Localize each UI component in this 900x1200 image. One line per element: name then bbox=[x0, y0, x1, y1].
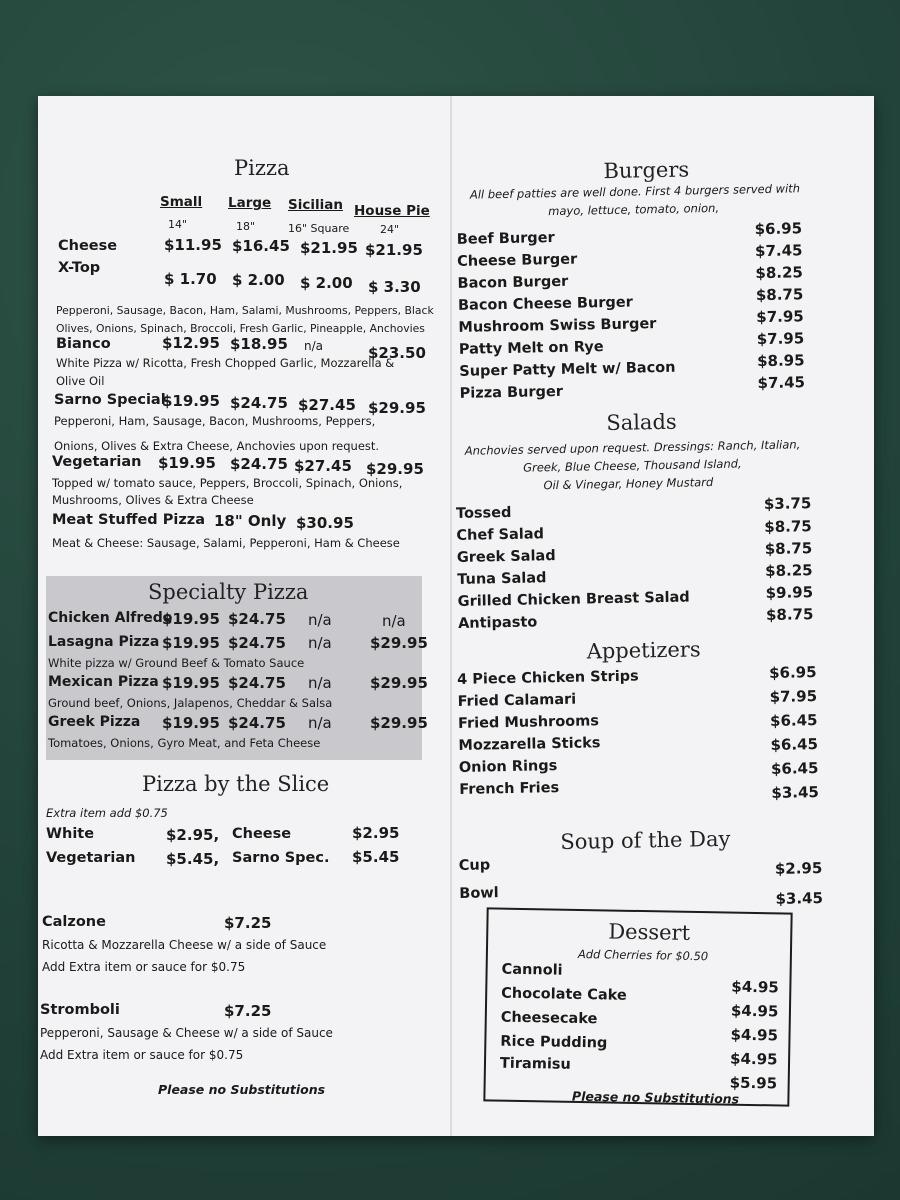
specialty-item-desc: Ground beef, Onions, Jalapenos, Cheddar & Salsa bbox=[48, 696, 333, 710]
specialty-price-house: n/a bbox=[382, 612, 406, 630]
specialty-item-name: Greek Pizza bbox=[48, 714, 141, 730]
burger-price: $7.95 bbox=[756, 307, 804, 327]
bianco-desc-1: White Pizza w/ Ricotta, Fresh Chopped Garlic, Mozzarella & bbox=[56, 356, 395, 370]
vegetarian-price-sicilian: $27.45 bbox=[294, 457, 352, 475]
burger-item: Bacon Cheese Burger bbox=[457, 294, 633, 314]
burger-item: Cheese Burger bbox=[457, 251, 578, 270]
specialty-price-large: $24.75 bbox=[228, 634, 286, 652]
appetizer-item: Onion Rings bbox=[458, 758, 558, 776]
salads-note-1: Anchovies served upon request. Dressings: Ranch, Italian, bbox=[464, 437, 801, 458]
size-large: 18" bbox=[236, 220, 256, 233]
salad-item: Greek Salad bbox=[456, 548, 556, 566]
header-large: Large bbox=[228, 195, 272, 211]
sarno-price-sicilian: $27.45 bbox=[298, 396, 356, 414]
sarno-desc-1: Pepperoni, Ham, Sausage, Bacon, Mushrooms, Peppers, bbox=[54, 414, 376, 428]
specialty-item-desc: Tomatoes, Onions, Gyro Meat, and Feta Cheese bbox=[48, 736, 321, 750]
stromboli-price: $7.25 bbox=[224, 1002, 272, 1020]
vegetarian-desc-2: Mushrooms, Olives & Extra Cheese bbox=[52, 493, 254, 507]
appetizers-title: Appetizers bbox=[586, 637, 701, 664]
dessert-price: $4.95 bbox=[730, 1025, 779, 1045]
calzone-desc-1: Ricotta & Mozzarella Cheese w/ a side of Sauce bbox=[42, 938, 327, 952]
dessert-note: Add Cherries for $0.50 bbox=[577, 946, 709, 964]
stromboli-desc-1: Pepperoni, Sausage & Cheese w/ a side of Sauce bbox=[40, 1026, 333, 1040]
salad-price: $8.25 bbox=[765, 561, 813, 581]
salads-note-2: Greek, Blue Cheese, Thousand Island, bbox=[523, 456, 742, 475]
salad-price: $8.75 bbox=[764, 517, 812, 537]
bianco-price-house: $23.50 bbox=[368, 344, 426, 362]
slice-cheese: Cheese bbox=[232, 826, 292, 842]
meat-stuffed-name: Meat Stuffed Pizza bbox=[52, 512, 205, 528]
salad-item: Chef Salad bbox=[456, 526, 545, 544]
slice-title: Pizza by the Slice bbox=[142, 772, 330, 796]
specialty-price-small: $19.95 bbox=[162, 674, 220, 692]
appetizer-item: Fried Mushrooms bbox=[457, 713, 600, 732]
burger-price: $8.75 bbox=[755, 285, 804, 305]
specialty-price-small: $19.95 bbox=[162, 610, 220, 628]
salad-price: $3.75 bbox=[763, 494, 812, 514]
slice-sarno-spec-price: $5.45 bbox=[352, 848, 400, 866]
appetizer-item: Fried Calamari bbox=[457, 691, 577, 710]
burger-item: Pizza Burger bbox=[459, 383, 564, 402]
calzone-desc-2: Add Extra item or sauce for $0.75 bbox=[42, 960, 246, 974]
left-footer: Please no Substitutions bbox=[158, 1082, 326, 1097]
dessert-item: Cheesecake bbox=[500, 1009, 598, 1028]
dessert-price: $5.95 bbox=[729, 1073, 778, 1093]
slice-white-price: $2.95, bbox=[166, 826, 220, 844]
burgers-note-1: All beef patties are well done. First 4 burgers served with bbox=[469, 181, 801, 202]
soup-price-cup: $2.95 bbox=[774, 858, 823, 878]
specialty-item-desc: White pizza w/ Ground Beef & Tomato Sauce bbox=[48, 656, 305, 670]
burger-price: $7.45 bbox=[757, 373, 806, 393]
vegetarian-price-small: $19.95 bbox=[158, 454, 216, 472]
specialty-price-sicilian: n/a bbox=[308, 674, 332, 692]
specialty-price-house: $29.95 bbox=[370, 634, 428, 652]
calzone-name: Calzone bbox=[42, 914, 106, 930]
meat-stuffed-size: 18" Only bbox=[214, 512, 287, 530]
header-small: Small bbox=[160, 194, 203, 210]
header-house-pie: House Pie bbox=[354, 203, 430, 219]
bianco-name: Bianco bbox=[56, 336, 111, 352]
appetizer-item: 4 Piece Chicken Strips bbox=[457, 668, 639, 688]
burger-price: $7.45 bbox=[754, 241, 803, 261]
dessert-price: $4.95 bbox=[730, 1001, 779, 1021]
vegetarian-price-house: $29.95 bbox=[366, 460, 424, 478]
size-small: 14" bbox=[168, 218, 188, 231]
size-house-pie: 24" bbox=[380, 223, 400, 236]
meat-stuffed-desc: Meat & Cheese: Sausage, Salami, Pepperoni, Ham & Cheese bbox=[52, 536, 400, 550]
specialty-price-house: $29.95 bbox=[370, 674, 428, 692]
meat-stuffed-price: $30.95 bbox=[296, 514, 354, 532]
size-sicilian: 16" Square bbox=[288, 222, 350, 235]
specialty-price-large: $24.75 bbox=[228, 610, 286, 628]
right-footer: Please no Substitutions bbox=[571, 1088, 740, 1107]
slice-white: White bbox=[46, 826, 95, 842]
salad-price: $8.75 bbox=[764, 539, 813, 559]
salad-item: Tossed bbox=[455, 504, 512, 522]
dessert-title: Dessert bbox=[608, 919, 691, 945]
dessert-item: Rice Pudding bbox=[500, 1033, 608, 1052]
burger-item: Patty Melt on Rye bbox=[458, 339, 604, 358]
specialty-price-house: $29.95 bbox=[370, 714, 428, 732]
vegetarian-desc-1: Topped w/ tomato sauce, Peppers, Broccoli, Spinach, Onions, bbox=[52, 476, 403, 490]
appetizer-price: $6.45 bbox=[769, 711, 818, 730]
dessert-item: Cannoli bbox=[501, 961, 563, 979]
salad-item: Grilled Chicken Breast Salad bbox=[457, 589, 690, 610]
salads-title: Salads bbox=[606, 409, 677, 436]
sarno-price-house: $29.95 bbox=[368, 399, 426, 417]
stromboli-desc-2: Add Extra item or sauce for $0.75 bbox=[40, 1048, 244, 1062]
dessert-box bbox=[483, 907, 792, 1106]
slice-note: Extra item add $0.75 bbox=[46, 806, 168, 820]
salad-price: $8.75 bbox=[765, 605, 814, 625]
salads-note-3: Oil & Vinegar, Honey Mustard bbox=[543, 475, 714, 493]
cheese-price-large: $16.45 bbox=[232, 237, 290, 255]
dessert-item: Chocolate Cake bbox=[501, 985, 627, 1004]
vegetarian-price-large: $24.75 bbox=[230, 455, 288, 473]
xtop-price-house: $ 3.30 bbox=[368, 278, 421, 296]
specialty-item-name: Chicken Alfredo bbox=[48, 610, 173, 626]
dessert-price: $4.95 bbox=[729, 1049, 778, 1069]
salad-item: Tuna Salad bbox=[457, 570, 547, 588]
xtop-price-large: $ 2.00 bbox=[232, 271, 285, 289]
appetizer-price: $6.45 bbox=[770, 759, 819, 778]
appetizer-price: $6.45 bbox=[770, 735, 819, 754]
specialty-price-large: $24.75 bbox=[228, 714, 286, 732]
calzone-price: $7.25 bbox=[224, 914, 272, 932]
bianco-price-small: $12.95 bbox=[162, 334, 220, 352]
bianco-price-large: $18.95 bbox=[230, 335, 288, 353]
menu-paper bbox=[38, 96, 874, 1136]
salad-price: $9.95 bbox=[765, 583, 814, 603]
header-sicilian: Sicilian bbox=[288, 197, 343, 213]
specialty-price-small: $19.95 bbox=[162, 634, 220, 652]
burger-price: $7.95 bbox=[756, 329, 805, 349]
toppings-line-1: Pepperoni, Sausage, Bacon, Ham, Salami, Mushrooms, Peppers, Black bbox=[56, 304, 434, 317]
slice-sarno-spec: Sarno Spec. bbox=[232, 850, 330, 866]
cheese-price-house: $21.95 bbox=[365, 241, 423, 259]
sarno-desc-2: Onions, Olives & Extra Cheese, Anchovies upon request. bbox=[54, 439, 380, 453]
cheese-price-sicilian: $21.95 bbox=[300, 239, 358, 257]
burger-item: Beef Burger bbox=[456, 230, 555, 248]
bianco-desc-2: Olive Oil bbox=[56, 374, 105, 388]
slice-cheese-price: $2.95 bbox=[352, 824, 400, 842]
soup-item-cup: Cup bbox=[458, 857, 491, 874]
appetizer-price: $3.45 bbox=[771, 783, 820, 802]
specialty-item-name: Lasagna Pizza bbox=[48, 634, 160, 650]
appetizer-price: $7.95 bbox=[769, 687, 818, 706]
burgers-note-2: mayo, lettuce, tomato, onion, bbox=[548, 200, 720, 219]
soup-price-bowl: $3.45 bbox=[775, 888, 824, 908]
burger-price: $6.95 bbox=[754, 219, 803, 239]
soup-title: Soup of the Day bbox=[560, 826, 731, 855]
dessert-item: Tiramisu bbox=[499, 1055, 571, 1073]
toppings-line-2: Olives, Onions, Spinach, Broccoli, Fresh Garlic, Pineapple, Anchovies bbox=[56, 322, 425, 335]
bianco-price-sicilian: n/a bbox=[304, 339, 324, 353]
specialty-price-sicilian: n/a bbox=[308, 714, 332, 732]
sarno-name: Sarno Special bbox=[54, 392, 166, 408]
specialty-item-name: Mexican Pizza bbox=[48, 674, 159, 690]
cheese-pizza-name: Cheese bbox=[58, 238, 118, 254]
dessert-price: $4.95 bbox=[731, 977, 779, 997]
burger-item: Bacon Burger bbox=[457, 273, 569, 292]
specialty-pizza-box bbox=[46, 576, 428, 760]
slice-vegetarian-price: $5.45, bbox=[166, 850, 220, 868]
xtop-price-small: $ 1.70 bbox=[164, 270, 217, 288]
xtop-name: X-Top bbox=[58, 260, 101, 276]
sarno-price-small: $19.95 bbox=[162, 392, 220, 410]
cheese-price-small: $11.95 bbox=[164, 236, 222, 254]
appetizer-item: Mozzarella Sticks bbox=[458, 735, 601, 754]
center-fold bbox=[450, 96, 452, 1136]
specialty-title: Specialty Pizza bbox=[148, 580, 309, 604]
sarno-price-large: $24.75 bbox=[230, 394, 288, 412]
soup-item-bowl: Bowl bbox=[459, 885, 499, 902]
appetizer-item: French Fries bbox=[459, 780, 560, 798]
vegetarian-name: Vegetarian bbox=[52, 454, 142, 470]
stromboli-name: Stromboli bbox=[40, 1002, 120, 1018]
specialty-price-sicilian: n/a bbox=[308, 611, 332, 629]
burgers-title: Burgers bbox=[603, 157, 690, 184]
burger-price: $8.25 bbox=[755, 263, 804, 283]
specialty-price-large: $24.75 bbox=[228, 674, 286, 692]
burger-price: $8.95 bbox=[756, 351, 805, 371]
salad-item: Antipasto bbox=[457, 614, 538, 632]
specialty-price-small: $19.95 bbox=[162, 714, 220, 732]
slice-vegetarian: Vegetarian bbox=[46, 850, 136, 866]
xtop-price-sicilian: $ 2.00 bbox=[300, 274, 353, 292]
burger-item: Mushroom Swiss Burger bbox=[458, 316, 657, 336]
burger-item: Super Patty Melt w/ Bacon bbox=[459, 359, 676, 380]
pizza-title: Pizza bbox=[234, 156, 290, 180]
specialty-price-sicilian: n/a bbox=[308, 634, 332, 652]
appetizer-price: $6.95 bbox=[768, 663, 817, 682]
